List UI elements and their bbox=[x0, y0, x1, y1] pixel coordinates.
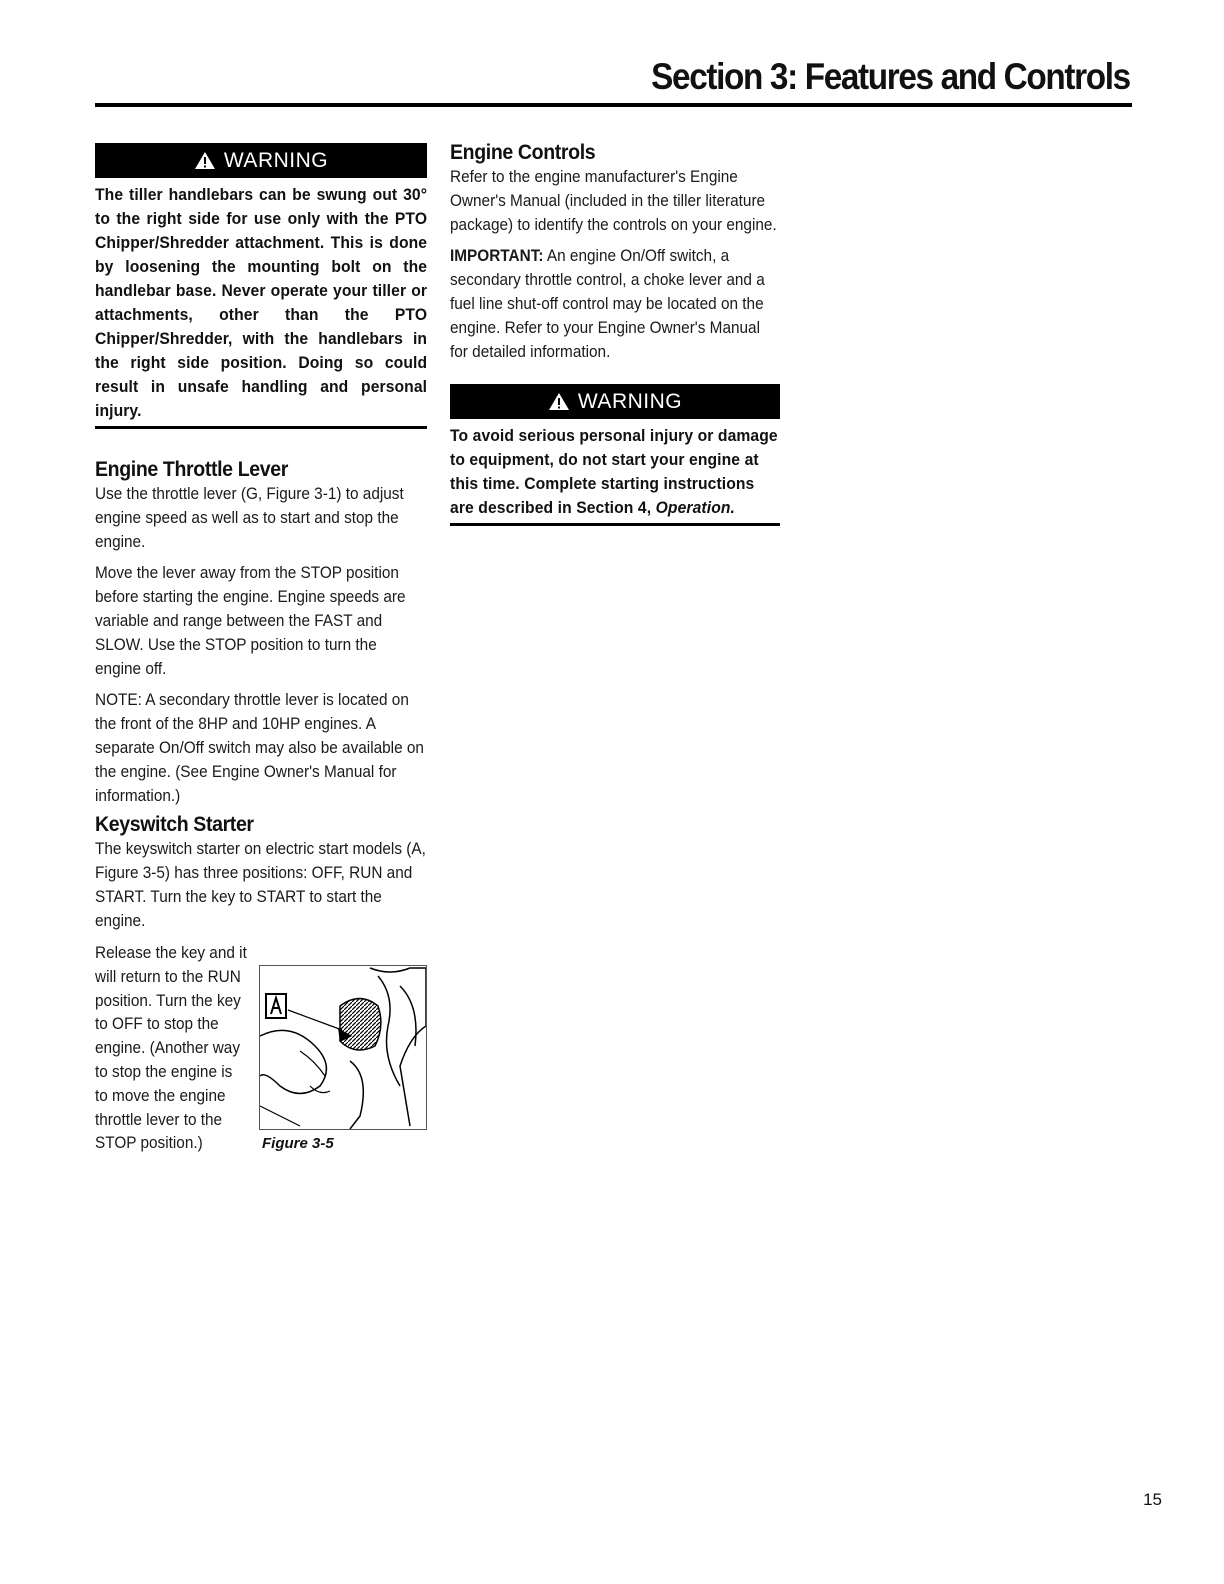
important-paragraph bbox=[450, 245, 780, 364]
header-rule bbox=[95, 103, 1132, 107]
important-label: IMPORTANT: bbox=[450, 247, 544, 266]
warning-label: WARNING bbox=[223, 148, 329, 172]
throttle-paragraph: Use the throttle lever (G, Figure 3-1) to adjust engine speed as well as to start and stop the engine. bbox=[95, 485, 404, 551]
engine-controls-paragraph: Refer to the engine manufacturer's Engine Owner's Manual (included in the tiller literature package) to identify the controls on your engine. bbox=[450, 168, 777, 234]
operation-reference: Operation. bbox=[655, 499, 735, 518]
warning-text-body: To avoid serious personal injury or damage to equipment, do not start your engine at this time. Complete starting instructions are described in Section 4, bbox=[450, 427, 778, 518]
keyswitch-wrap-text bbox=[95, 942, 260, 1156]
keyswitch-heading: Keyswitch Starter bbox=[95, 813, 254, 837]
figure-3-5-image bbox=[259, 965, 427, 1130]
keyswitch-paragraph: The keyswitch starter on electric start models (A, Figure 3-5) has three positions: OFF, RUN and START. Turn the key to START to start the engine. bbox=[95, 840, 426, 930]
right-column bbox=[450, 140, 780, 526]
left-column bbox=[95, 143, 427, 934]
engine-controls-heading: Engine Controls bbox=[450, 141, 596, 164]
warning-triangle-icon bbox=[194, 151, 216, 170]
page-number: 15 bbox=[1143, 1490, 1162, 1509]
warning-banner bbox=[95, 143, 427, 178]
figure-caption: Figure 3-5 bbox=[262, 1135, 334, 1152]
page-title: Section 3: Features and Controls bbox=[651, 56, 1130, 97]
keyswitch-paragraph: Release the key and it will return to the RUN position. Turn the key to OFF to stop the engine. (Another way to stop the engine is to move the engine throttle lever to the STOP position.) bbox=[95, 944, 247, 1153]
warning-rule bbox=[450, 523, 780, 526]
warning-label: WARNING bbox=[577, 389, 683, 413]
warning-text bbox=[450, 424, 780, 520]
warning-banner bbox=[450, 384, 780, 419]
warning-text: The tiller handlebars can be swung out 30° to the right side for use only with the PTO Chipper/Shredder attachment. This is done by loosening the mounting bolt on the handlebar base. Never operate your tiller or attachments, other than the PTO Chipper/Shredder, with the handlebars in the right side position. Doing so could result in unsafe handling and personal injury. bbox=[95, 186, 428, 420]
throttle-heading: Engine Throttle Lever bbox=[95, 458, 288, 481]
throttle-paragraph: Move the lever away from the STOP position before starting the engine. Engine speeds are variable and range between the FAST and SLOW. Use the STOP position to turn the engine off. bbox=[95, 564, 406, 678]
keyswitch-illustration bbox=[260, 966, 426, 1129]
warning-triangle-icon bbox=[548, 392, 570, 411]
throttle-note: NOTE: A secondary throttle lever is located on the front of the 8HP and 10HP engines. A separate On/Off switch may also be available on the engine. (See Engine Owner's Manual for information.) bbox=[95, 691, 424, 805]
important-text: An engine On/Off switch, a secondary throttle control, a choke lever and a fuel line shut-off control may be located on the engine. Refer to your Engine Owner's Manual for detailed information. bbox=[450, 247, 765, 361]
